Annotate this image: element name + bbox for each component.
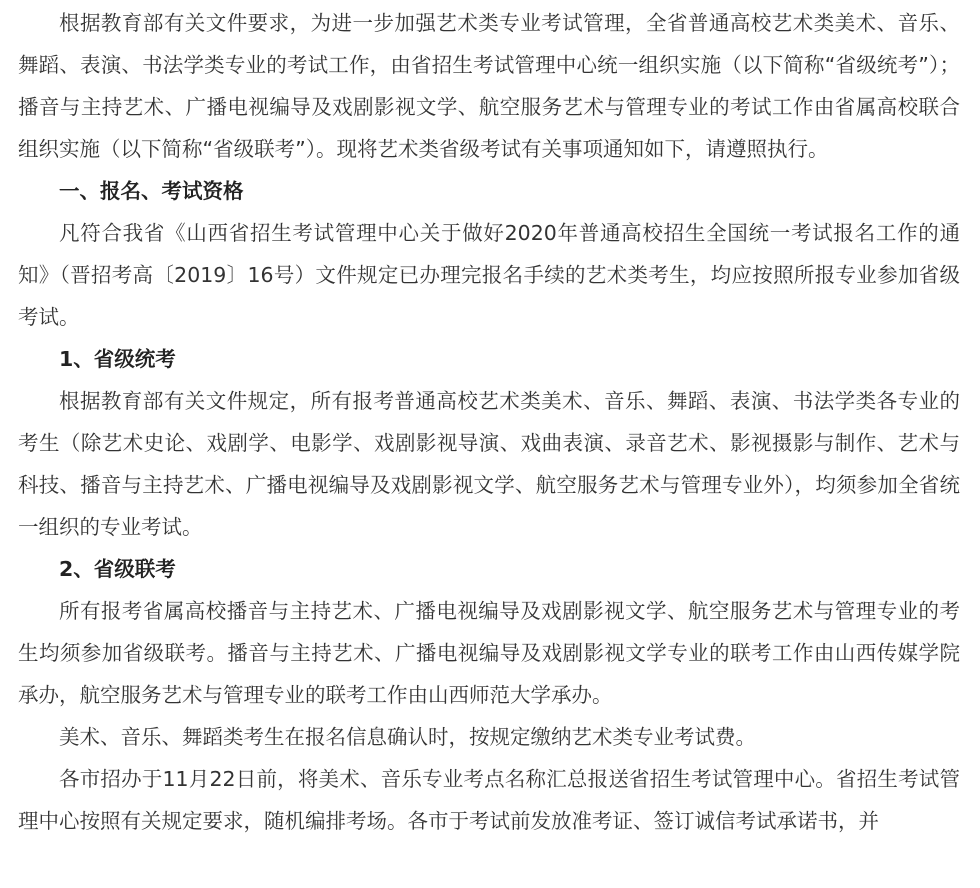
registration-paragraph: 凡符合我省《山西省招生考试管理中心关于做好2020年普通高校招生全国统一考试报名工作的通知》（晋招考高〔2019〕16号）文件规定已办理完报名手续的艺术类考生，均应按照所报专业参加省级考试。 [18,221,960,329]
joint-exam-paragraph: 所有报考省属高校播音与主持艺术、广播电视编导及戏剧影视文学、航空服务艺术与管理专业的考生均须参加省级联考。播音与主持艺术、广播电视编导及戏剧影视文学专业的联考工作由山西传媒学院承办，航空服务艺术与管理专业的联考工作由山西师范大学承办。 [18,599,960,707]
notice-document [18,2,960,842]
section-heading-registration: 一、报名、考试资格 [59,179,244,203]
exam-fee-paragraph: 美术、音乐、舞蹈类考生在报名信息确认时，按规定缴纳艺术类专业考试费。 [59,725,756,749]
intro-paragraph: 根据教育部有关文件要求，为进一步加强艺术类专业考试管理，全省普通高校艺术类美术、音乐、舞蹈、表演、书法学类专业的考试工作，由省招生考试管理中心统一组织实施（以下简称“省级统考”）；播音与主持艺术、广播电视编导及戏剧影视文学、航空服务艺术与管理专业的考试工作由省属高校联合组织实施（以下简称“省级联考”）。现将艺术类省级考试有关事项通知如下，请遵照执行。 [18,11,960,161]
unified-exam-paragraph: 根据教育部有关文件规定，所有报考普通高校艺术类美术、音乐、舞蹈、表演、书法学类各专业的考生（除艺术史论、戏剧学、电影学、戏剧影视导演、戏曲表演、录音艺术、影视摄影与制作、艺术与科技、播音与主持艺术、广播电视编导及戏剧影视文学、航空服务艺术与管理专业外），均须参加全省统一组织的专业考试。 [18,389,960,539]
subheading-provincial-joint-exam: 2、省级联考 [59,557,176,581]
exam-venue-paragraph: 各市招办于11月22日前，将美术、音乐专业考点名称汇总报送省招生考试管理中心。省招生考试管理中心按照有关规定要求，随机编排考场。各市于考试前发放准考证、签订诚信考试承诺书，并 [18,767,960,833]
subheading-provincial-unified-exam: 1、省级统考 [59,347,176,371]
